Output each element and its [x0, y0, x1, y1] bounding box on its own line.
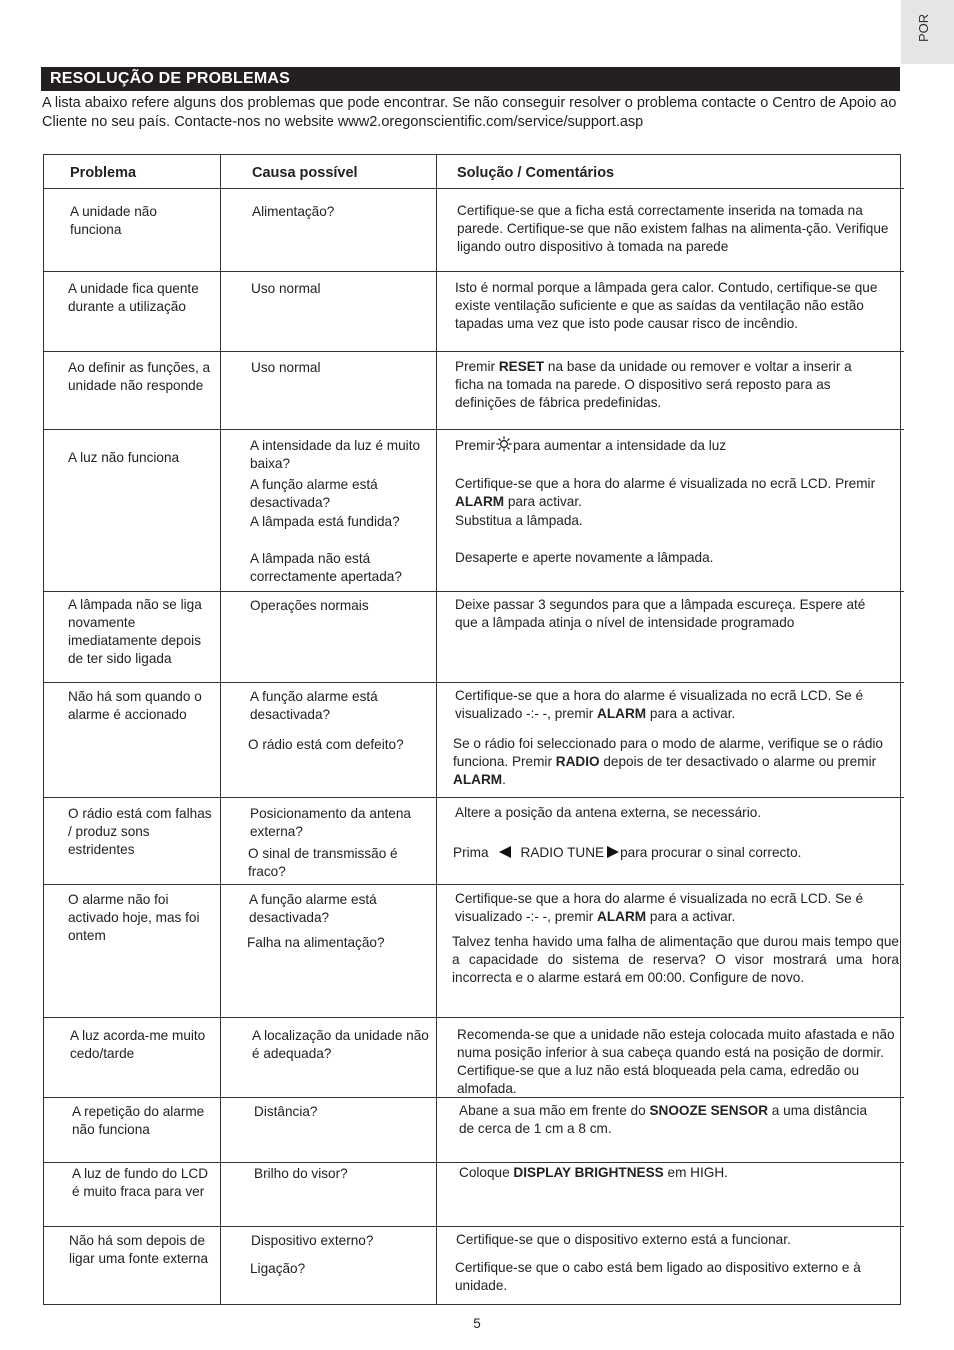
solution-cell: Premir RESET na base da unidade ou remover e voltar a inserir a ficha na tomada na parede. O dispositivo será reposto para as definições de fábrica predefinidas.: [455, 359, 852, 410]
page-number: 5: [473, 1316, 481, 1331]
cause-cell: A lâmpada não está correctamente apertada?: [250, 551, 402, 584]
header-solution: Solução / Comentários: [457, 165, 615, 181]
cause-cell: A função alarme está desactivada?: [250, 689, 378, 722]
column-divider: [220, 154, 221, 1305]
solution-cell: Isto é normal porque a lâmpada gera calor. Contudo, certifique-se que existe ventilação suficiente e que as saídas da ventilação não estão tapadas uma vez que isto pode causar risco de incêndio.: [455, 280, 878, 331]
alarm-key-label: ALARM: [453, 772, 503, 787]
problem-cell: O rádio está com falhas / produz sons estridentes: [68, 806, 212, 857]
solution-cell: Certifique-se que a hora do alarme é visualizada no ecrã LCD. Se é visualizado -:- -, premir ALARM para a activar.: [455, 688, 864, 721]
problem-cell: A unidade fica quente durante a utilização: [68, 281, 199, 314]
cause-cell: Brilho do visor?: [254, 1166, 348, 1181]
cause-cell: O rádio está com defeito?: [248, 737, 404, 752]
row-divider: [43, 1226, 904, 1227]
solution-cell: Coloque DISPLAY BRIGHTNESS em HIGH.: [459, 1165, 728, 1180]
cause-cell: Operações normais: [250, 598, 369, 613]
language-tab: [901, 0, 954, 64]
cause-cell: Dispositivo externo?: [251, 1233, 374, 1248]
solution-cell: Certifique-se que a ficha está correctamente inserida na tomada na parede. Certifique-se que não existem falhas na alimenta-ção. Verifique ligando outro dispositivo à tomada na parede: [457, 203, 889, 254]
row-divider: [43, 682, 904, 683]
problem-cell: Ao definir as funções, a unidade não responde: [68, 360, 211, 393]
cause-cell: Ligação?: [250, 1261, 306, 1276]
cause-cell: A função alarme está desactivada?: [250, 477, 378, 510]
solution-cell: Certifique-se que o dispositivo externo está a funcionar.: [456, 1232, 791, 1247]
solution-cell: Desaperte e aperte novamente a lâmpada.: [455, 550, 714, 565]
radio-key-label: RADIO: [555, 754, 600, 769]
solution-cell: Recomenda-se que a unidade não esteja colocada muito afastada e não numa posição inferior à sua cabeça quando está na posição de dormir. Certifique-se que a luz não está bloqueada pela cama, edredão ou almofada.: [457, 1027, 895, 1096]
header-problem: Problema: [70, 165, 137, 181]
snooze-sensor-label: SNOOZE SENSOR: [649, 1103, 769, 1118]
tune-down-arrow-icon: [499, 846, 511, 858]
display-brightness-label: DISPLAY BRIGHTNESS: [513, 1165, 664, 1180]
row-divider: [43, 591, 904, 592]
solution-cell: Certifique-se que o cabo está bem ligado ao dispositivo externo e à unidade.: [455, 1260, 861, 1293]
problem-cell: Não há som quando o alarme é accionado: [68, 689, 202, 722]
problem-cell: A luz acorda-me muito cedo/tarde: [70, 1028, 206, 1061]
alarm-key-label: ALARM: [597, 909, 647, 924]
row-divider: [43, 1162, 904, 1163]
solution-cell: Prima RADIO TUNE para procurar o sinal correcto.: [453, 845, 802, 860]
cause-cell: Distância?: [254, 1104, 318, 1119]
cause-cell: Posicionamento da antena externa?: [250, 806, 411, 839]
alarm-key-label: ALARM: [455, 494, 505, 509]
solution-cell: Talvez tenha havido uma falha de alimentação que durou mais tempo que a capacidade do sistema de reserva? O visor mostrará uma hora incorrecta e o alarme estará em 00:00. Configure de novo.: [452, 934, 899, 985]
cause-cell: A intensidade da luz é muito baixa?: [250, 438, 421, 471]
problem-cell: A luz de fundo do LCD é muito fraca para ver: [72, 1166, 209, 1199]
solution-cell: Certifique-se que a hora do alarme é visualizada no ecrã LCD. Se é visualizado -:- -, premir ALARM para a activar.: [455, 891, 864, 924]
row-divider: [43, 429, 904, 430]
cause-cell: Uso normal: [251, 360, 321, 375]
header-cause: Causa possível: [252, 165, 358, 181]
cause-cell: A lâmpada está fundida?: [250, 514, 400, 529]
sun-brightness-icon: [496, 436, 512, 452]
problem-cell: A unidade não funciona: [70, 204, 157, 237]
cause-cell: Alimentação?: [252, 204, 335, 219]
alarm-key-label: ALARM: [597, 706, 647, 721]
row-divider: [43, 351, 904, 352]
row-divider: [43, 271, 904, 272]
problem-cell: A lâmpada não se liga novamente imediatamente depois de ter sido ligada: [68, 597, 202, 666]
row-divider: [43, 188, 904, 189]
cause-cell: O sinal de transmissão é fraco?: [248, 846, 398, 879]
solution-cell: Se o rádio foi seleccionado para o modo de alarme, verifique se o rádio funciona. Premir RADIO depois de ter desactivado o alarme ou premir ALARM.: [453, 736, 883, 787]
tune-up-arrow-icon: [607, 846, 619, 858]
section-title: RESOLUÇÃO DE PROBLEMAS: [41, 67, 900, 91]
cause-cell: Uso normal: [251, 281, 321, 296]
language-tab-label: POR: [916, 13, 931, 42]
column-divider: [436, 154, 437, 1305]
cause-cell: A localização da unidade não é adequada?: [252, 1028, 429, 1061]
problem-cell: O alarme não foi activado hoje, mas foi ontem: [68, 892, 200, 943]
row-divider: [43, 797, 904, 798]
cause-cell: A função alarme está desactivada?: [249, 892, 377, 925]
row-divider: [43, 1017, 904, 1018]
solution-cell: Premir para aumentar a intensidade da luz: [455, 438, 727, 453]
solution-cell: Certifique-se que a hora do alarme é visualizada no ecrã LCD. Premir ALARM para activar.: [455, 476, 876, 509]
cause-cell: Falha na alimentação?: [247, 935, 385, 950]
solution-cell: Substitua a lâmpada.: [455, 513, 583, 528]
solution-cell: Abane a sua mão em frente do SNOOZE SENSOR a uma distância de cerca de 1 cm a 8 cm.: [459, 1103, 868, 1136]
solution-cell: Altere a posição da antena externa, se necessário.: [455, 805, 762, 820]
problem-cell: A repetição do alarme não funciona: [72, 1104, 205, 1137]
reset-key-label: RESET: [498, 359, 545, 374]
row-divider: [43, 884, 904, 885]
problem-cell: Não há som depois de ligar uma fonte externa: [69, 1233, 209, 1266]
problem-cell: A luz não funciona: [68, 450, 180, 465]
intro-paragraph: A lista abaixo refere alguns dos problemas que pode encontrar. Se não conseguir resolver o problema contacte o Centro de Apoio ao Cliente no seu país. Contacte-nos no website www2.oregonscientific.com/service/support.asp: [42, 95, 897, 130]
solution-cell: Deixe passar 3 segundos para que a lâmpada escureça. Espere até que a lâmpada atinja o nível de intensidade programado: [455, 597, 866, 630]
